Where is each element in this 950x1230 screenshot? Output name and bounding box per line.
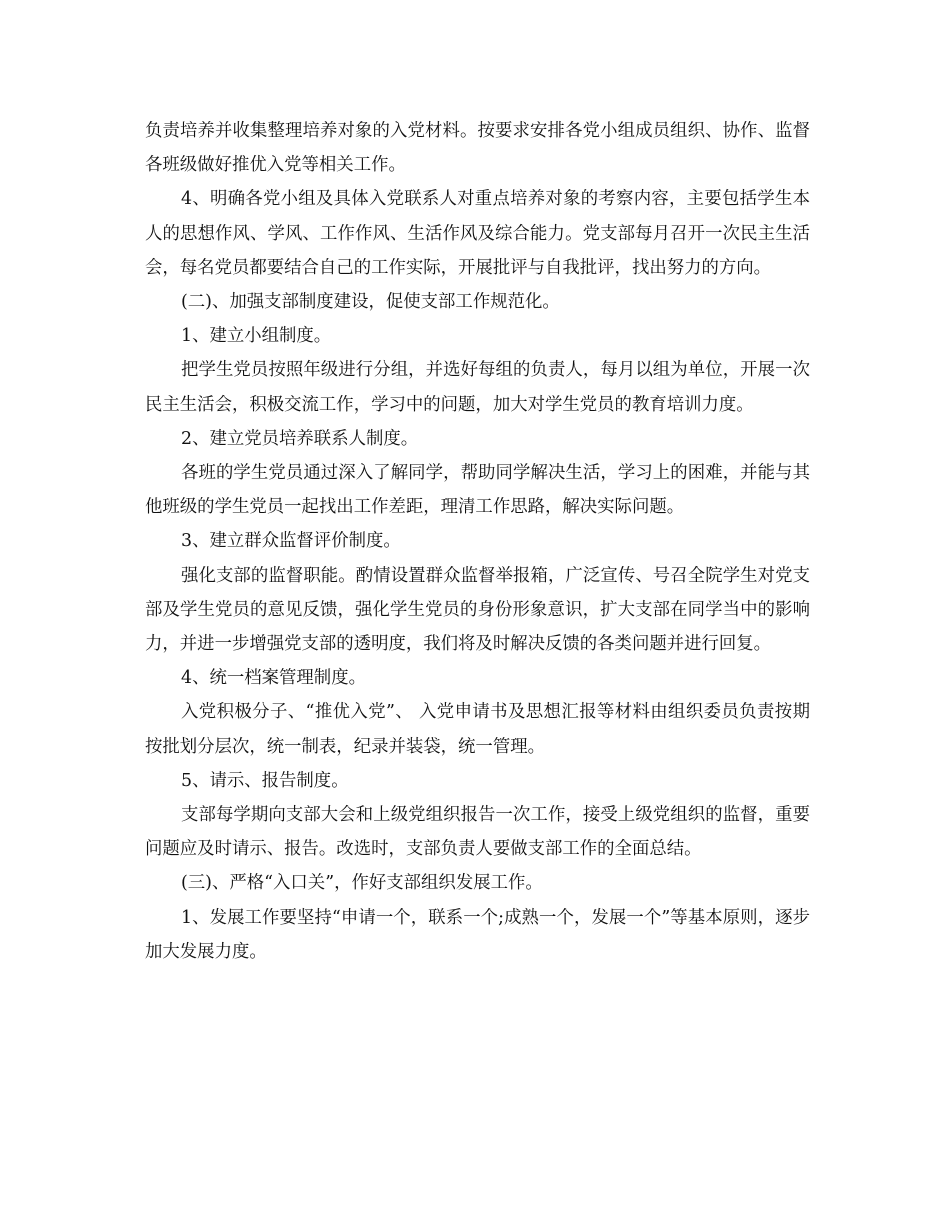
subsection-heading: 5、请示、报告制度。 xyxy=(181,770,349,791)
subsection-heading: 2、建立党员培养联系人制度。 xyxy=(181,428,419,449)
section-heading: (二)、加强支部制度建设，促使支部工作规范化。 xyxy=(181,292,560,313)
paragraph: 4、明确各党小组及具体入党联系人对重点培养对象的考察内容，主要包括学生本人的思想作风、学风、工作作风、生活作风及综合能力。党支部每月召开一次民主生活会，每名党员都要结合自己的工作实际，开展批评与自我批评，找出努力的方向。 xyxy=(145,189,810,278)
paragraph: 1、发展工作要坚持“申请一个，联系一个;成熟一个，发展一个”等基本原则，逐步加大发展力度。 xyxy=(145,907,810,962)
paragraph: 把学生党员按照年级进行分组，并选好每组的负责人，每月以组为单位，开展一次民主生活会，积极交流工作，学习中的问题，加大对学生党员的教育培训力度。 xyxy=(145,360,810,415)
paragraph: 入党积极分子、“推优入党”、 入党申请书及思想汇报等材料由组织委员负责按期按批划分层次，统一制表，纪录并装袋，统一管理。 xyxy=(145,702,810,757)
paragraph: 支部每学期向支部大会和上级党组织报告一次工作，接受上级党组织的监督，重要问题应及时请示、报告。改选时，支部负责人要做支部工作的全面总结。 xyxy=(145,805,810,860)
paragraph: 负责培养并收集整理培养对象的入党材料。按要求安排各党小组成员组织、协作、监督各班级做好推优入党等相关工作。 xyxy=(145,121,810,176)
subsection-heading: 3、建立群众监督评价制度。 xyxy=(181,531,401,552)
section-heading: (三)、严格“入口关”，作好支部组织发展工作。 xyxy=(181,873,543,894)
document-body xyxy=(145,114,810,969)
subsection-heading: 4、统一档案管理制度。 xyxy=(181,668,366,689)
paragraph: 各班的学生党员通过深入了解同学，帮助同学解决生活，学习上的困难，并能与其他班级的学生党员一起找出工作差距，理清工作思路，解决实际问题。 xyxy=(145,463,810,518)
subsection-heading: 1、建立小组制度。 xyxy=(181,326,332,347)
paragraph: 强化支部的监督职能。酌情设置群众监督举报箱，广泛宣传、号召全院学生对党支部及学生党员的意见反馈，强化学生党员的身份形象意识，扩大支部在同学当中的影响力，并进一步增强党支部的透明度，我们将及时解决反馈的各类问题并进行回复。 xyxy=(145,565,810,655)
